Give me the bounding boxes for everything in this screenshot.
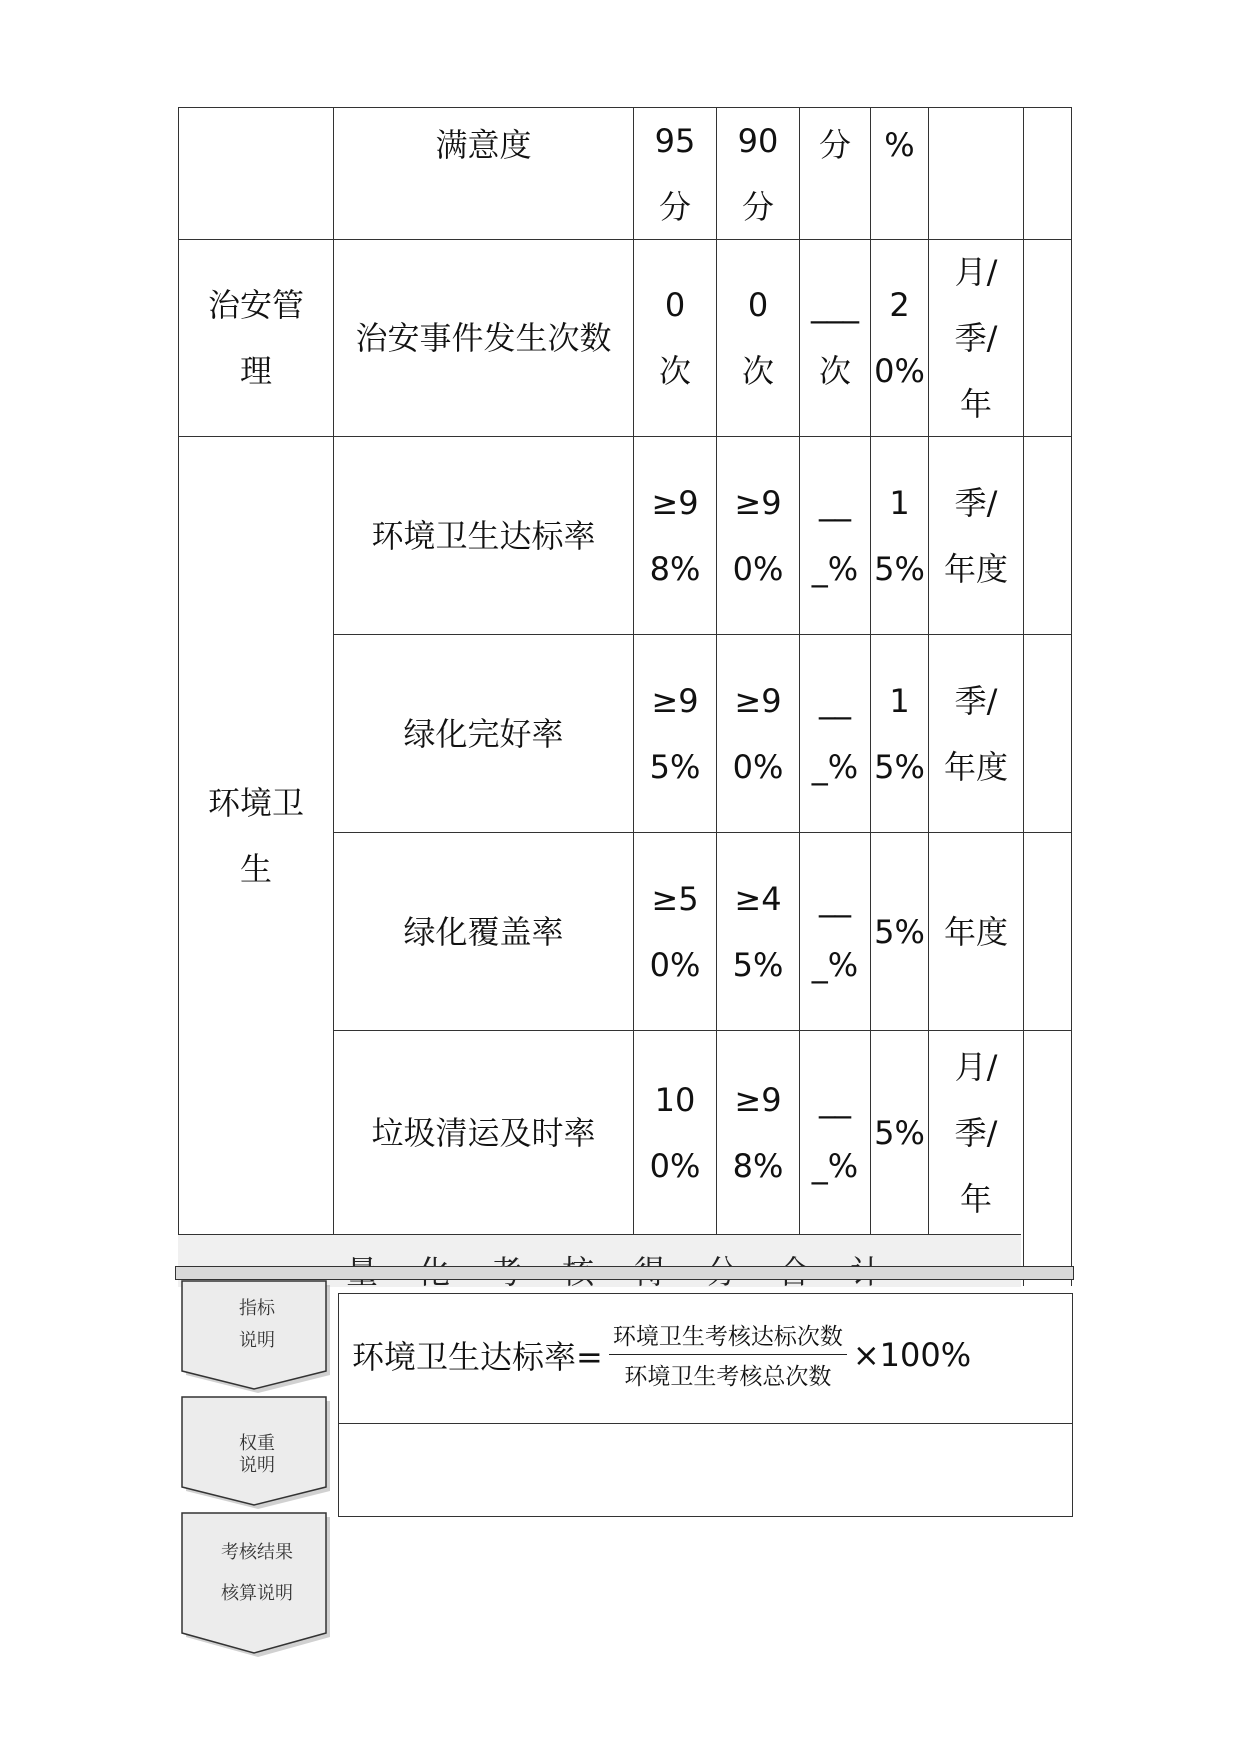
indicator-cell: 环境卫生达标率 bbox=[333, 436, 633, 634]
target-cell: ≥50% bbox=[633, 832, 716, 1030]
indicator-cell: 垃圾清运及时率 bbox=[333, 1030, 633, 1234]
weight-cell: 5% bbox=[870, 832, 928, 1030]
chevron-label-line1: 指标 bbox=[239, 1298, 275, 1319]
unit-cell: 分 bbox=[799, 107, 870, 239]
period-cell: 月/季/年 bbox=[928, 239, 1023, 436]
chevron-label-line1: 权重 bbox=[239, 1433, 275, 1454]
baseline-cell: ≥45% bbox=[716, 832, 799, 1030]
category-cell bbox=[178, 107, 333, 239]
formula-denominator: 环境卫生考核总次数 bbox=[624, 1364, 832, 1390]
period-cell: 季/年度 bbox=[928, 436, 1023, 634]
kpi-table bbox=[178, 107, 1071, 1227]
indicator-cell: 绿化完好率 bbox=[333, 634, 633, 832]
weight-cell: 5% bbox=[870, 1030, 928, 1234]
target-cell: 95分 bbox=[633, 107, 716, 239]
formula-fraction bbox=[609, 1318, 847, 1391]
unit-cell: ___% bbox=[799, 634, 870, 832]
target-cell: ≥95% bbox=[633, 634, 716, 832]
period-cell: 月/季/年 bbox=[928, 1030, 1023, 1234]
chevron-label-line2: 说明 bbox=[239, 1455, 275, 1476]
chevron-label-line1: 考核结果 bbox=[221, 1542, 293, 1563]
period-cell: 季/年度 bbox=[928, 634, 1023, 832]
period-cell bbox=[928, 107, 1023, 239]
formula-lhs: 环境卫生达标率= bbox=[352, 1337, 603, 1376]
formula-numerator: 环境卫生考核达标次数 bbox=[609, 1318, 847, 1355]
remark-cell bbox=[1023, 239, 1071, 436]
weight-cell: 15% bbox=[870, 436, 928, 634]
category-cell: 环境卫生 bbox=[178, 436, 333, 1234]
target-cell: ≥98% bbox=[633, 436, 716, 634]
weight-cell: % bbox=[870, 107, 928, 239]
indicator-cell: 满意度 bbox=[333, 107, 633, 239]
target-cell: 0次 bbox=[633, 239, 716, 436]
formula bbox=[352, 1318, 971, 1391]
weight-cell: 20% bbox=[870, 239, 928, 436]
baseline-cell: ≥90% bbox=[716, 436, 799, 634]
section-divider bbox=[175, 1266, 1074, 1280]
remark-cell bbox=[1023, 107, 1071, 239]
result-explanation-chevron bbox=[180, 1511, 334, 1661]
remark-cell bbox=[1023, 634, 1071, 832]
unit-cell: ___% bbox=[799, 436, 870, 634]
unit-cell: ___% bbox=[799, 1030, 870, 1234]
remark-cell bbox=[1023, 832, 1071, 1030]
chevron-label-line2: 说明 bbox=[239, 1330, 275, 1351]
indicator-cell: 绿化覆盖率 bbox=[333, 832, 633, 1030]
weight-explanation-chevron bbox=[180, 1395, 334, 1511]
remark-cell bbox=[1023, 436, 1071, 634]
weight-cell: 15% bbox=[870, 634, 928, 832]
baseline-cell: 90分 bbox=[716, 107, 799, 239]
formula-rhs: ×100% bbox=[852, 1335, 972, 1374]
baseline-cell: 0次 bbox=[716, 239, 799, 436]
indicator-explanation-chevron bbox=[180, 1279, 334, 1395]
baseline-cell: ≥98% bbox=[716, 1030, 799, 1234]
target-cell: 100% bbox=[633, 1030, 716, 1234]
table-border bbox=[1071, 107, 1072, 1286]
chevron-label-line2: 核算说明 bbox=[221, 1583, 293, 1604]
baseline-cell: ≥90% bbox=[716, 634, 799, 832]
unit-cell: ___次 bbox=[799, 239, 870, 436]
period-cell: 年度 bbox=[928, 832, 1023, 1030]
indicator-cell: 治安事件发生次数 bbox=[333, 239, 633, 436]
category-cell: 治安管理 bbox=[178, 239, 333, 436]
unit-cell: ___% bbox=[799, 832, 870, 1030]
weight-explanation-box bbox=[338, 1423, 1073, 1517]
remark-cell bbox=[1023, 1030, 1071, 1234]
